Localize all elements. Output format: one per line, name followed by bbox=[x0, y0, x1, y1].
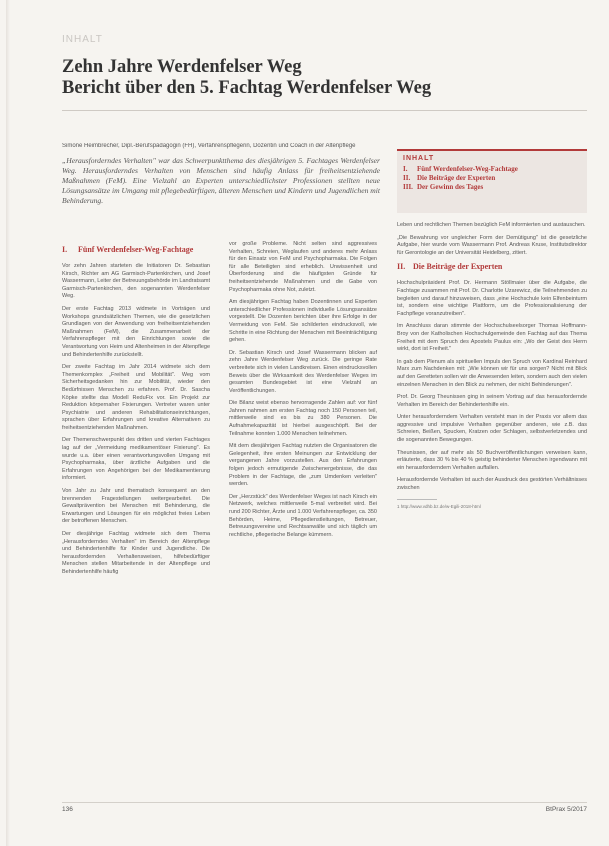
toc-item[interactable] bbox=[403, 183, 581, 192]
body-paragraph: Dr. Sebastian Kirsch und Josef Wassermann blicken auf zehn Jahre Werdenfelser Weg zurück. Die geringe Rate verbreitete sich in vielen Landkreisen. Einen eindrucksvollen Beweis über die Wirksamkeit des Werdenfelser Weges im gesamten Bundesgebiet ist eine Vielzahl an Veröffentlichungen. bbox=[229, 349, 377, 394]
toc-item-label: Der Gewinn des Tages bbox=[417, 183, 484, 191]
lead-paragraph bbox=[62, 156, 380, 206]
toc-item-label: Fünf Werdenfelser-Weg-Fachtage bbox=[417, 165, 518, 173]
section-heading-number: II. bbox=[397, 262, 406, 272]
body-paragraph: Prof. Dr. Georg Theunissen ging in seinem Vortrag auf das herausfordernde Verhalten im Bereich der Behindertenhilfe ein. bbox=[397, 394, 587, 408]
toc-item-number: II. bbox=[403, 174, 411, 182]
body-paragraph: Vor zehn Jahren starteten die Initiatoren Dr. Sebastian Kirsch, Richter am AG Garmisch-Partenkirchen, und Josef Wassermann, Leiter der Betreuungsbehörde im Landratsamt Garmisch-Partenkirchen, den sogenannten Werdenfelser Weg. bbox=[62, 263, 210, 300]
toc-item-number: III. bbox=[403, 183, 413, 191]
section-heading-number: I. bbox=[62, 245, 68, 254]
title-line-2: Bericht über den 5. Fachtag Werdenfelser Weg bbox=[62, 78, 432, 98]
body-paragraph-bold: „Die Bewahrung vor ungleicher Form der Demütigung" ist die gesetzliche Aufgabe, hier wurde vom Wassermann Prof. Andreas Kruse, Institutsdirektor für Gerontologie an der Universität Heidelberg, zitiert. bbox=[397, 234, 587, 256]
toc-item-number: I. bbox=[403, 165, 408, 173]
footnote-divider bbox=[397, 499, 437, 500]
body-paragraph: Der Themenschwerpunkt des dritten und vierten Fachtages lag auf der „Vermeidung medikamentöser Fixierung". Es wurde u.a. über einen verantwortungsvollen Umgang mit Psychopharmaka, über ärztliche Aufgaben und die Erfahrungen von Angehörigen bei der Medikamentierung informiert. bbox=[62, 437, 210, 482]
toc-item[interactable] bbox=[403, 165, 581, 174]
toc-title: INHALT bbox=[403, 155, 435, 162]
section-heading-1 bbox=[62, 245, 210, 255]
body-paragraph: Der zweite Fachtag im Jahr 2014 widmete sich dem Themenkomplex „Freiheit und Mobilität". Weg vom Sicherheitsgedanken hin zur Mobilität, wieder den Bedürfnissen Menschen zu erfahren. Prof. Dr. Sascha Köpke stellte das Modell ReduFix vor. Ein Projekt zur Reduktion körpernaher Fixierungen. Vertreter waren unter Psychiatrie und anderen Rehabilitationseinrichtungen, sprachen über Erfahrungen und kreative Alternativen zu freiheitsentziehenden Maßnahmen. bbox=[62, 364, 210, 431]
body-paragraph: Hochschulpräsident Prof. Dr. Hermann Stöllmaier über die Aufgabe, die Fachtage zusammen mit Prof. Dr. Charlotte Uzarewicz, die Teilnehmenden zu begleiten und darauf hinzuweisen, dass „eine Hochschule kein Elfenbeinturm ist, sondern eine wichtige Plattform, um die Professionalisierung der Fachpflege voranzutreiben". bbox=[397, 280, 587, 317]
section-heading-2 bbox=[397, 262, 587, 272]
section-heading-text: Die Beiträge der Experten bbox=[413, 262, 503, 272]
section-heading-text: Fünf Werdenfelser-Weg-Fachtage bbox=[78, 245, 194, 254]
body-paragraph: Theunissen, der auf mehr als 50 Buchveröffentlichungen verweisen kann, erläuterte, dass 30 % bis 40 % geistig behinderter Menschen irgendwann mit ein herausforderndem Verhalten auffallen. bbox=[397, 449, 587, 471]
page-spine-shadow bbox=[6, 0, 10, 846]
footnote: 1 http://www.vdhb.bz.de/w-Egili-2018-html bbox=[397, 503, 481, 509]
page-number: 136 bbox=[62, 806, 73, 813]
body-paragraph: Herausfordernde Verhalten ist auch der Ausdruck des gestörten Verhältnisses zwischen bbox=[397, 477, 587, 492]
title-divider bbox=[62, 110, 587, 111]
title-line-1: Zehn Jahre Werdenfelser Weg bbox=[62, 57, 302, 77]
body-paragraph: Der erste Fachtag 2013 widmete in Vorträgen und Workshops grundsätzlichen Themen, wie die gesetzlichen Grundlagen von der Anwendung von freiheitsentziehenden Maßnahmen (FeM), die Zusammenarbeit der Verfahrenspfleger mit den Einrichtungen sowie die Verantwortung von Heim und Altenheimen in der Altenpflege und Behindertenhilfe zurückstellt. bbox=[62, 305, 210, 358]
body-paragraph: Im Anschluss daran stimmte der Hochschulseelsorger Thomas Hoffmann-Broy von der Katholischen Hochschulgemeinde den Fachtag auf das Thema Freiheit mit dem Spruch des Apostels Paulus ein: „Wo der Geist des Herrn wirkt, dort ist Freiheit." bbox=[397, 323, 587, 353]
body-paragraph: Der diesjährige Fachtag widmete sich dem Thema „Herausforderndes Verhalten" im Bereich der Altenpflege und Behindertenhilfe für Kinder und Jugendliche. Die herausfordernden Verhaltensweisen, hilfebedürftiger Menschen stellen Mitarbeitende in der Altenpflege und Behindertenhilfe häufig bbox=[62, 531, 210, 575]
body-paragraph: Von Jahr zu Jahr und thematisch konsequent an den brennenden Fragestellungen weitergearbeitet. Die Gewaltprävention bei Menschen mit Behinderung, die Erwartungen und Lösungen für ein möglichst freies Leben der betroffenen Menschen. bbox=[62, 488, 210, 525]
body-paragraph: In gab dem Plenum als spirituellen Impuls den Spruch von Kardinal Reinhard Marx zum Nachdenken mit: „Wie können wir für uns sorgen? Nicht mit Blick auf den Geretteten sollen wir die Anwesenden leiten, sondern auch den vielen einzelnen Menschen in den Blick zu nehmen, der nicht Behinderungen". bbox=[397, 358, 587, 388]
text-column-1 bbox=[62, 241, 210, 582]
page-footer bbox=[62, 802, 587, 816]
toc-item-label: Die Beiträge der Experten bbox=[417, 174, 496, 182]
article-title bbox=[62, 57, 582, 99]
body-paragraph: Unter herausforderndem Verhalten versteht man in der Praxis vor allem das aggressive und impulsive Verhalten gegenüber anderen, wie z.B. das Schreien, Beißen, Spucken, Kratzen oder Schlagen, selbstverletzendes und die sogenannten Bewegungen. bbox=[397, 414, 587, 444]
body-paragraph: Der „Herzstück" des Werdenfelser Weges ist nach Kirsch ein Netzwerk, welches mittlerweile 5-mal verbreitet wird. Bei rund 200 Richter, Ärzte und 1.000 Verfahrenspfleger, ca. 350 Behörden, Heime, Pflegedienstleitungen, Betreuer, Betreuungsvereine und Rechtsanwälte und sich täglich um rechtliche, pflegerische Belange kümmern. bbox=[229, 493, 377, 538]
text-column-2 bbox=[229, 241, 377, 544]
body-paragraph: Die Bilanz weist ebenso hervorragende Zahlen auf: vor fünf Jahren nahmen am ersten Fachtag noch 150 Personen teil, mittlerweile sind es bis zu 380 Personen. Die Aufnahmekapazität ist hierbei ausgeschöpft. Bei der Teilnahme konnten 1.000 Menschen teilnehmen. bbox=[229, 400, 377, 437]
section-label: INHALT bbox=[62, 34, 103, 45]
body-paragraph: Mit dem diesjährigen Fachtag nutzten die Organisatoren die Gelegenheit, ihre ersten Meinungen zur Entwicklung der vergangenen Jahre vorzustellen. Aus den Erfahrungen folgen jedoch ermutigende Zwischenergebnisse, die das Problem in der Fachtage, die „zum Umdenken verleiten" werden. bbox=[229, 443, 377, 488]
body-paragraph: vor große Probleme. Nicht selten sind aggressives Verhalten, Schreien, Weglaufen und anderes mehr Anlass für den Einsatz von FeM und Psychopharmaka. Die Folgen für alle Beteiligten sind erheblich. Unwissenheit und Überforderung sind die häufigsten Gründe für freiheitsentziehende Maßnahmen und die Gabe von Psychopharmaka ohne Not, zuletzt. bbox=[229, 241, 377, 293]
toc-item[interactable] bbox=[403, 174, 581, 183]
body-paragraph: Am diesjährigen Fachtag haben Dozentinnen und Experten unterschiedlicher Professionen individuelle Lösungsansätze vorgestellt. Die Dozenten berichten über ihre Erfolge in der Vermeidung von FeM. Sie schilderten eindrucksvoll, wie Schritte in eine Richtung der Menschen mit Beeinträchtigung gehen. bbox=[229, 299, 377, 344]
text-column-3 bbox=[397, 222, 587, 510]
body-paragraph: Leben und rechtlichen Themen bezüglich FeM informierten und austauschen. bbox=[397, 222, 586, 228]
journal-name: BtPrax 5/2017 bbox=[545, 806, 587, 813]
author-line: Simone Heimbrecher, Dipl.-Berufspädagogin (FH), Verfahrenspflegerin, Dozentin und Coach in der Altenpflege bbox=[62, 143, 356, 149]
table-of-contents-box bbox=[397, 149, 587, 213]
lead-text: „Herausforderndes Verhalten" war das Schwerpunktthema des diesjährigen 5. Fachtages Werdenfelser Weg. Herausforderndes Verhalten von Menschen sind häufig Anlass für freiheitsentziehende Maßnahmen (FeM). Eine Vielzahl an Experten unterschiedlichster Professionen stellten neue Lösungsansätze im Umgang mit pflegebedürftigen, älteren Menschen und Kindern und Jugendlichen mit Behinderung. bbox=[62, 156, 380, 205]
